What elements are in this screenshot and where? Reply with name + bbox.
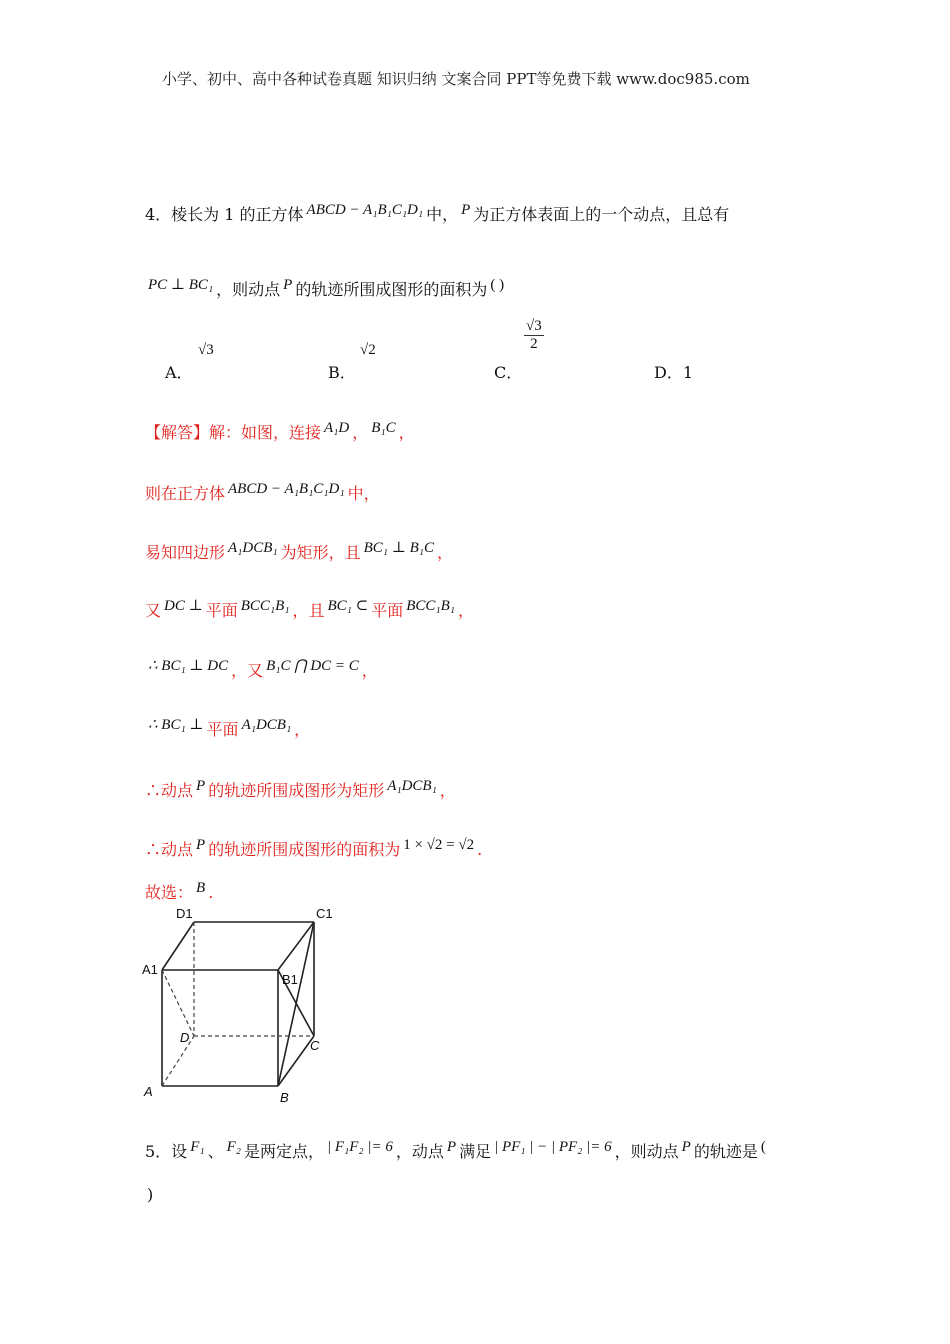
sol-text: 中， — [347, 484, 380, 503]
sol-math: P — [196, 778, 206, 794]
option-c — [494, 360, 522, 383]
sol-text: ， — [398, 423, 415, 442]
option-c-numerator: √3 — [526, 318, 542, 334]
q4-text: 中， — [426, 205, 459, 224]
solution-line-9 — [145, 880, 213, 903]
option-b — [328, 360, 356, 383]
q4-math-condition: PC ⊥ BC₁ — [148, 277, 214, 293]
option-a-label: A． — [165, 363, 193, 382]
option-a-value: √3 — [198, 342, 214, 358]
option-c-fraction — [524, 318, 544, 353]
solution-line-1 — [145, 420, 415, 443]
q5-text: 的轨迹是 — [693, 1142, 758, 1161]
sol-text: 则在正方体 — [145, 484, 226, 503]
q5-math: F₂ — [226, 1139, 241, 1155]
question-5-line-1 — [145, 1139, 769, 1162]
sol-text: 的轨迹所围成图形的面积为 — [208, 840, 401, 859]
q5-text: 、 — [207, 1142, 224, 1161]
vertex-label-d: D — [180, 1030, 190, 1045]
option-b-label: B． — [328, 363, 356, 382]
solution-line-5 — [145, 658, 378, 681]
sol-text: ， — [294, 720, 311, 739]
sol-math: B₁C ⋂ DC = C — [266, 658, 359, 674]
q5-math: P — [446, 1139, 457, 1155]
sol-text: ∴动点 — [145, 781, 194, 800]
q5-text: ，动点 — [395, 1142, 444, 1161]
sol-math: B — [196, 880, 206, 896]
q4-math-cube: ABCD − A₁B₁C₁D₁ — [306, 202, 424, 218]
option-d: D．1 — [654, 363, 694, 382]
q5-text: 5．设 — [145, 1142, 188, 1161]
q5-paren: ( — [760, 1139, 766, 1155]
sol-text: ， — [352, 423, 369, 442]
vertex-label-b1: B1 — [282, 972, 298, 987]
q5-math: P — [681, 1139, 691, 1155]
question-5-line-2: ) — [147, 1185, 154, 1204]
q4-math-p: P — [283, 277, 293, 293]
sol-text: 易知四边形 — [145, 543, 226, 562]
sol-text: ， — [439, 781, 456, 800]
sol-math: BCC₁B₁ — [240, 598, 290, 614]
sol-text: 【解答】解：如图，连接 — [145, 423, 322, 442]
sol-math: ABCD − A₁B₁C₁D₁ — [228, 481, 345, 497]
q4-answer-paren: ( ) — [490, 277, 505, 293]
option-a — [165, 360, 193, 383]
q4-text: ，则动点 — [216, 280, 281, 299]
q5-math: | F₁F₂ |= 6 — [327, 1139, 393, 1155]
sol-text: ， — [437, 543, 454, 562]
sol-math: BCC₁B₁ — [406, 598, 455, 614]
option-b-value: √2 — [360, 342, 376, 358]
vertex-label-a1: A1 — [142, 962, 158, 977]
q4-math-p: P — [461, 202, 471, 218]
page-header: 小学、初中、高中各种试卷真题 知识归纳 文案合同 PPT等免费下载 www.doc985.com — [162, 70, 750, 88]
vertex-label-c1: C1 — [316, 906, 333, 921]
sol-math: BC₁ ⊂ — [327, 598, 369, 614]
option-c-label: C． — [494, 363, 523, 382]
q5-text: 满足 — [459, 1142, 492, 1161]
sol-text: . — [477, 840, 483, 859]
sol-math: ∴ BC₁ ⊥ — [148, 717, 204, 733]
sol-text: ∴动点 — [145, 840, 194, 859]
cube-figure — [138, 904, 338, 1104]
sol-math: B₁C — [371, 420, 396, 436]
solution-line-4 — [145, 598, 474, 621]
vertex-label-c: C — [310, 1038, 320, 1053]
question-4-line-1 — [145, 202, 729, 225]
q5-math: | PF₁ | − | PF₂ |= 6 — [494, 1139, 612, 1155]
solution-line-2 — [145, 481, 380, 504]
question-4-line-2 — [145, 277, 507, 300]
sol-math: BC₁ ⊥ B₁C — [363, 540, 434, 556]
vertex-label-a: A — [144, 1084, 153, 1099]
q5-text: ，则动点 — [614, 1142, 679, 1161]
sol-text: 的轨迹所围成图形为矩形 — [208, 781, 385, 800]
q4-text: 4．棱长为 1 的正方体 — [145, 205, 304, 224]
sol-math: A₁DCB₁ — [387, 778, 437, 794]
q4-text: 为正方体表面上的一个动点，且总有 — [473, 205, 730, 224]
sol-math: A₁DCB₁ — [228, 540, 278, 556]
sol-math: DC ⊥ — [164, 598, 203, 614]
sol-text: ，又 — [231, 661, 264, 680]
solution-line-6 — [145, 717, 310, 740]
option-c-denominator: 2 — [530, 336, 538, 352]
sol-math: 1 × √2 = √2 — [403, 837, 475, 853]
sol-text: 为矩形，且 — [280, 543, 361, 562]
solution-line-3 — [145, 540, 453, 563]
sol-math: P — [196, 837, 206, 853]
sol-math: A₁D — [324, 420, 350, 436]
solution-line-7 — [145, 778, 456, 801]
q5-math: F₁ — [190, 1139, 205, 1155]
solution-line-8 — [145, 837, 482, 860]
sol-text: ，且 — [292, 601, 325, 620]
sol-text: ， — [458, 601, 475, 620]
sol-text: 又 — [145, 601, 162, 620]
sol-math: A₁DCB₁ — [241, 717, 292, 733]
sol-text: ， — [361, 661, 378, 680]
q5-text: 是两定点， — [243, 1142, 324, 1161]
sol-math: ∴ BC₁ ⊥ DC — [148, 658, 229, 674]
vertex-label-d1: D1 — [176, 906, 193, 921]
sol-text: 平面 — [205, 601, 238, 620]
vertex-label-b: B — [280, 1090, 289, 1104]
sol-text: 平面 — [371, 601, 404, 620]
sol-text: 故选： — [145, 883, 194, 902]
sol-text: . — [208, 883, 214, 902]
sol-text: 平面 — [206, 720, 239, 739]
q4-text: 的轨迹所围成图形的面积为 — [295, 280, 488, 299]
